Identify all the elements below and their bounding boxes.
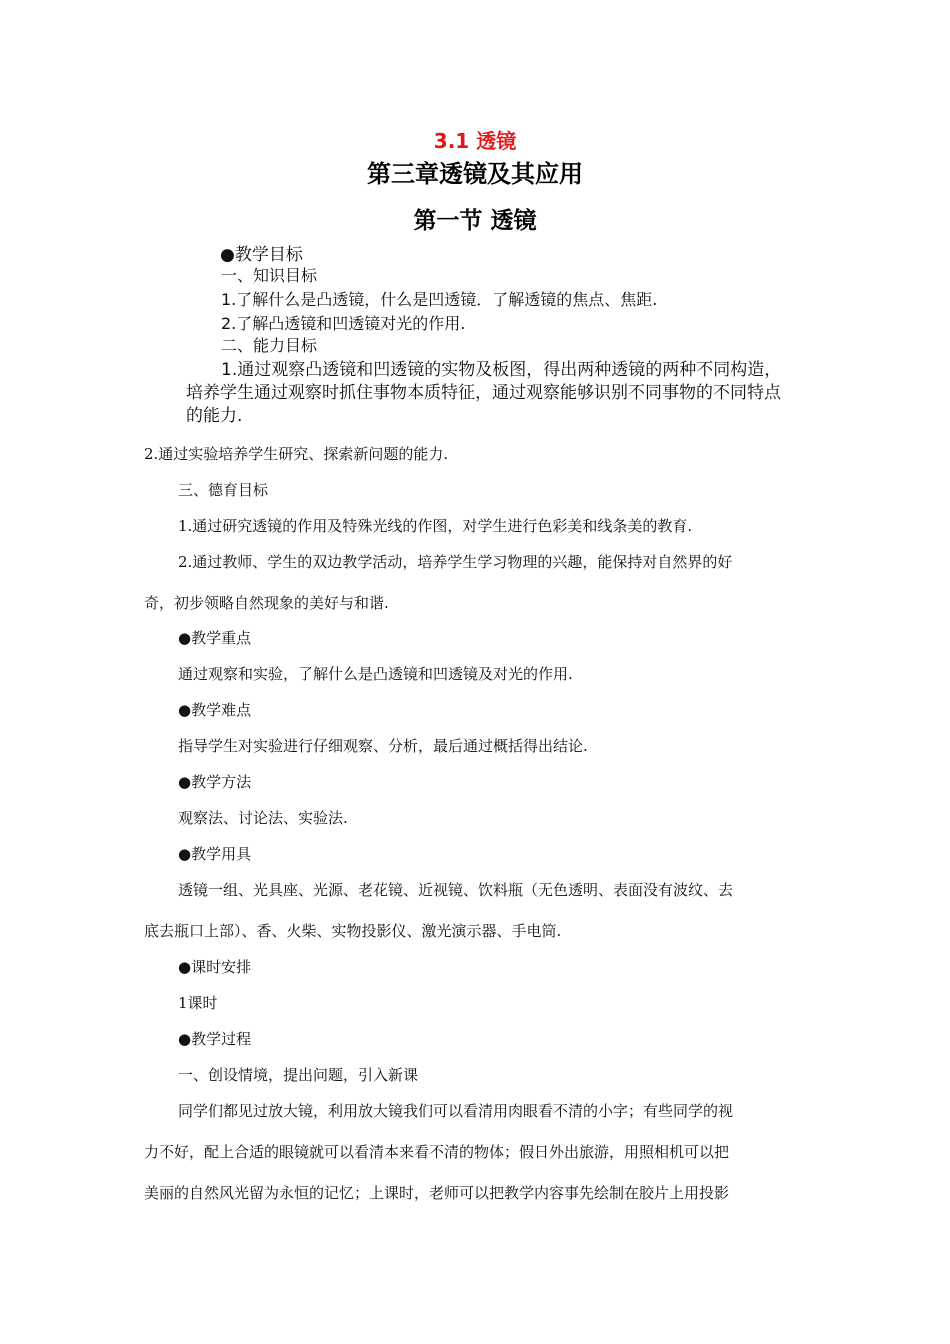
intro-paragraph-line-3: 美丽的自然风光留为永恒的记忆；上课时，老师可以把教学内容事先绘制在胶片上用投影 — [144, 1184, 730, 1202]
process-step-1-heading: 一、创设情境，提出问题，引入新课 — [178, 1066, 419, 1084]
difficulty-heading: ●教学难点 — [178, 701, 252, 719]
schedule-heading: ●课时安排 — [178, 958, 252, 976]
ability-objective-1-line-2: 培养学生通过观察时抓住事物本质特征，通过观察能够识别不同事物的不同特点 — [186, 383, 781, 403]
section-title: 第一节 透镜 — [413, 207, 537, 234]
process-heading: ●教学过程 — [178, 1030, 252, 1048]
key-points-text: 通过观察和实验，了解什么是凸透镜和凹透镜及对光的作用. — [178, 665, 573, 683]
tools-text-line-2: 底去瓶口上部）、香、火柴、实物投影仪、激光演示器、手电筒. — [144, 922, 562, 940]
ability-objective-2: 2.通过实验培养学生研究、探索新问题的能力. — [144, 445, 449, 463]
knowledge-objective-2: 2.了解凸透镜和凹透镜对光的作用. — [221, 314, 466, 333]
chapter-title: 第三章透镜及其应用 — [367, 159, 583, 188]
moral-objective-2-line-2: 奇，初步领略自然现象的美好与和谐. — [144, 594, 389, 612]
objectives-heading: ●教学目标 — [220, 245, 303, 265]
ability-objective-1-line-1: 1.通过观察凸透镜和凹透镜的实物及板图，得出两种透镜的两种不同构造， — [221, 360, 782, 380]
knowledge-objective-1: 1.了解什么是凸透镜，什么是凹透镜．了解透镜的焦点、焦距. — [221, 290, 658, 309]
knowledge-objectives-heading: 一、知识目标 — [221, 266, 318, 285]
intro-paragraph-line-2: 力不好，配上合适的眼镜就可以看清本来看不清的物体；假日外出旅游，用照相机可以把 — [144, 1143, 730, 1161]
tools-heading: ●教学用具 — [178, 845, 252, 863]
moral-objective-2-line-1: 2.通过教师、学生的双边教学活动，培养学生学习物理的兴趣，能保持对自然界的好 — [178, 553, 733, 571]
method-text: 观察法、讨论法、实验法. — [178, 809, 348, 827]
schedule-text: 1课时 — [178, 994, 218, 1012]
moral-objectives-heading: 三、德育目标 — [178, 481, 269, 499]
tools-text-line-1: 透镜一组、光具座、光源、老花镜、近视镜、饮料瓶（无色透明、表面没有波纹、去 — [178, 881, 734, 899]
method-heading: ●教学方法 — [178, 773, 252, 791]
ability-objectives-heading: 二、能力目标 — [221, 336, 318, 355]
ability-objective-1-line-3: 的能力. — [186, 406, 243, 426]
moral-objective-1: 1.通过研究透镜的作用及特殊光线的作图，对学生进行色彩美和线条美的教育. — [178, 517, 693, 535]
key-points-heading: ●教学重点 — [178, 629, 252, 647]
difficulty-text: 指导学生对实验进行仔细观察、分析，最后通过概括得出结论. — [178, 737, 588, 755]
intro-paragraph-line-1: 同学们都见过放大镜，利用放大镜我们可以看清用肉眼看不清的小字；有些同学的视 — [178, 1102, 734, 1120]
lesson-number-title: 3.1 透镜 — [433, 129, 517, 153]
